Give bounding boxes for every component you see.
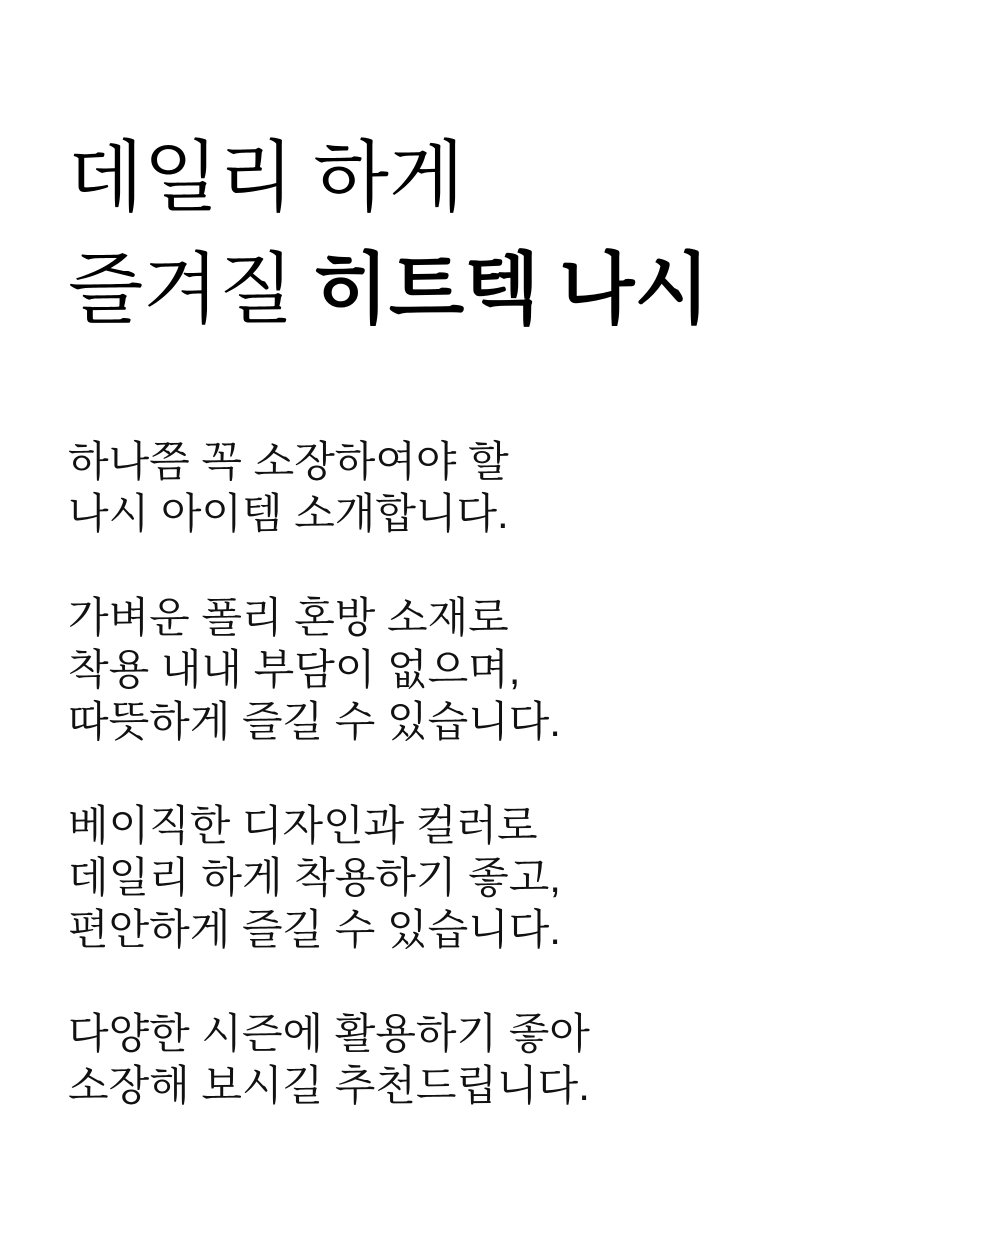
- paragraph-line: 소장해 보시길 추천드립니다.: [68, 1062, 590, 1109]
- page-title: [68, 122, 960, 346]
- title-line-1: 데일리 하게: [68, 134, 465, 221]
- paragraph-line: 가벼운 폴리 혼방 소재로: [68, 594, 509, 641]
- title-line-2: [68, 246, 710, 333]
- title-line-2-regular: 즐겨질: [68, 246, 295, 333]
- paragraph-line: 따뜻하게 즐길 수 있습니다.: [68, 698, 561, 745]
- paragraph-line: 나시 아이템 소개합니다.: [68, 490, 509, 537]
- paragraph-line: 착용 내내 부담이 없으며,: [68, 646, 521, 693]
- paragraph-line: 하나쯤 꼭 소장하여야 할: [68, 438, 509, 485]
- paragraph-line: 다양한 시즌에 활용하기 좋아: [68, 1010, 590, 1057]
- paragraph-line: 데일리 하게 착용하기 좋고,: [68, 854, 561, 901]
- paragraph-design: [68, 800, 960, 956]
- title-line-2-emphasis: 히트텍 나시: [313, 246, 710, 333]
- paragraph-line: 베이직한 디자인과 컬러로: [68, 802, 538, 849]
- body-copy: [68, 436, 960, 1112]
- paragraph-line: 편안하게 즐길 수 있습니다.: [68, 906, 561, 953]
- paragraph-intro: [68, 436, 960, 540]
- paragraph-recommendation: [68, 1008, 960, 1112]
- paragraph-material: [68, 592, 960, 748]
